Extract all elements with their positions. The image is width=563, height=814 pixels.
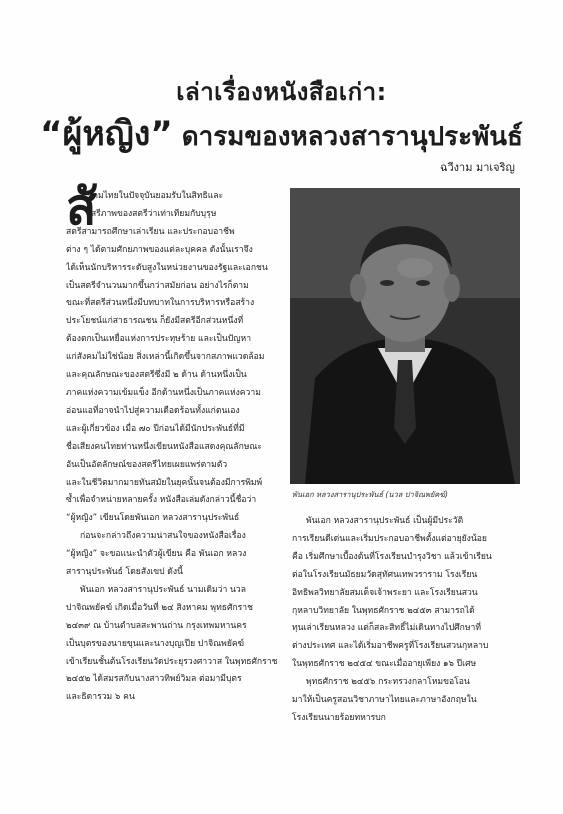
text-line: ทุนเล่าเรียนหลวง แต่ก็สละสิทธิ์ไม่เดินทางไปศึกษาที่: [292, 623, 481, 634]
text-line: เข้าเรียนชั้นต้นโรงเรียนวัดประยุรวงศาวาส ในพุทธศักราช: [66, 656, 277, 667]
text-line: ต่อในโรงเรียนมัธยมวัดสุทัศนเทพวราราม โรงเรียน: [292, 569, 478, 580]
title-quote-word: “ผู้หญิง”: [40, 114, 173, 154]
text-line: เป็นสตรีจำนวนมากขึ้นกว่าสมัยก่อน อย่างไรก็ตาม: [66, 280, 249, 291]
photo-caption: พันเอก หลวงสารานุประพันธ์ (นวล ปาจิณพยัคฆ์): [292, 490, 448, 499]
text-line: สารานุประพันธ์ โดยสังเขป ดังนี้: [66, 567, 183, 578]
text-line: โรงเรียนนายร้อยทหารบก: [292, 712, 386, 723]
text-line: ประโยชน์แก่สาธารณชน ก็ยังมีสตรีอีกส่วนหนึ่งที่: [66, 316, 244, 327]
drop-cap: สั: [66, 178, 97, 236]
text-line: ภาคแห่งความเข้มแข็ง อีกด้านหนึ่งเป็นภาคแห่งความ: [66, 387, 261, 398]
text-line: แก่สังคมไม่ใช่น้อย สิ่งเหล่านี้เกิดขึ้นจากสภาพแวดล้อม: [66, 352, 265, 363]
text-line: ในพุทธศักราช ๒๔๕๔ ขณะเมื่ออายุเพียง ๑๖ ปีเศษ: [292, 659, 477, 670]
article-title-line1: เล่าเรื่องหนังสือเก่า:: [176, 78, 387, 106]
portrait-photo: [290, 188, 520, 484]
portrait-image-icon: [290, 188, 520, 484]
text-line: ขณะที่สตรีส่วนหนึ่งมีบทบาทในการบริหารหรือสร้าง: [66, 298, 255, 309]
text-line: ได้เห็นนักบริหารระดับสูงในหน่วยงานของรัฐและเอกชน: [66, 262, 268, 273]
text-line: อันเป็นอัตลักษณ์ของสตรีไทยเผยแพร่ตามตัว: [66, 459, 228, 470]
text-line: “ผู้หญิง” เขียนโดยพันเอก หลวงสารานุประพันธ์: [66, 513, 240, 524]
title-rest: ดารมของหลวงสารานุประพันธ์: [181, 122, 523, 152]
text-line: ๒๔๕๒ ได้สมรสกับนางสาวทิพย์วิมล ต่อมามีบุตร: [66, 674, 242, 685]
text-line: พุทธศักราช ๒๔๕๖ กระทรวงกลาโหมขอโอน: [306, 677, 470, 688]
text-line: และในชีวิตมากมายทันสมัยในยุคนั้นจนต้องมีการพิมพ์: [66, 477, 263, 488]
text-line: อิทธิพลวิทยาลัยสมเด็จเจ้าพระยา และโรงเรียนสวน: [292, 587, 478, 598]
text-line: งคมไทยในปัจจุบันยอมรับในสิทธิและ: [88, 191, 224, 201]
text-line: และธิดารวม ๖ คน: [66, 692, 135, 703]
text-line: พันเอก หลวงสารานุประพันธ์ เป็นผู้มีประวัติ: [306, 516, 464, 526]
text-line: กุหลาบวิทยาลัย ในพุทธศักราช ๒๔๕๓ สามารถได้: [292, 605, 475, 616]
text-line: ต้องตกเป็นเหยื่อแห่งการประทุษร้าย และเป็นปัญหา: [66, 334, 252, 345]
text-line: ก่อนจะกล่าวถึงความน่าสนใจของหนังสือเรื่อง: [80, 531, 246, 542]
text-line: สตรีสามารถศึกษาเล่าเรียน และประกอบอาชีพ: [66, 226, 235, 237]
text-line: “ผู้หญิง” จะขอแนะนำตัวผู้เขียน คือ พันเอก หลวง: [66, 549, 247, 560]
author-name: ฉวีงาม มาเจริญ: [440, 161, 515, 174]
text-line: ต่าง ๆ ได้ตามศักยภาพของแต่ละบุคคล ดังนั้นเราจึง: [66, 244, 253, 255]
text-line: มาให้เป็นครูสอนวิชาภาษาไทยและภาษาอังกฤษใน: [292, 695, 477, 706]
text-line: ต่างประเทศ และได้เริ่มอาชีพครูที่โรงเรียนสวนกุหลาบ: [292, 641, 489, 652]
text-line: เป็นบุตรของนายขุนและนางบุญเปีย ปาจิณพยัคฆ์: [66, 638, 245, 649]
text-line: คือ เริ่มศึกษาเบื้องต้นที่โรงเรียนบำรุงวิชา แล้วเข้าเรียน: [292, 551, 492, 562]
right-text-column: [292, 513, 514, 728]
text-line: และคุณลักษณะของสตรีซึ่งมี ๒ ด้าน ด้านหนึ่งเป็น: [66, 370, 247, 381]
text-line: ๒๔๓๙ ณ บ้านตำบลสะพานถ่าน กรุงเทพมหานคร: [66, 620, 247, 631]
article-title-line2: [0, 106, 563, 160]
text-line: ปาจิณพยัคฆ์ เกิดเมื่อวันที่ ๒๔ สิงหาคม พุทธศักราช: [66, 602, 253, 613]
text-line: เสรีภาพของสตรีว่าเท่าเทียมกับบุรุษ: [88, 208, 217, 219]
text-line: ชื่อเสียงคนไทยท่านหนึ่งเขียนหนังสือแสดงคุณลักษณะ: [66, 441, 263, 452]
text-line: และผู้เกี่ยวข้อง เมื่อ ๗๐ ปีก่อนได้มีนักประพันธ์ที่มี: [66, 423, 245, 434]
text-line: การเรียนดีเด่นและเริ่มประกอบอาชีพตั้งแต่อายุยังน้อย: [292, 533, 487, 544]
left-text-column: [66, 188, 277, 707]
text-line: พันเอก หลวงสารานุประพันธ์ นามเดิมว่า นวล: [80, 584, 247, 595]
text-line: ซ้ำเพื่อจำหน่ายหลายครั้ง หนังสือเล่มดังกล่าวนี้ชื่อว่า: [66, 495, 257, 506]
text-line: อ่อนแอที่อาจนำไปสู่ความเดือดร้อนทั้งแก่ตนเอง: [66, 405, 240, 416]
